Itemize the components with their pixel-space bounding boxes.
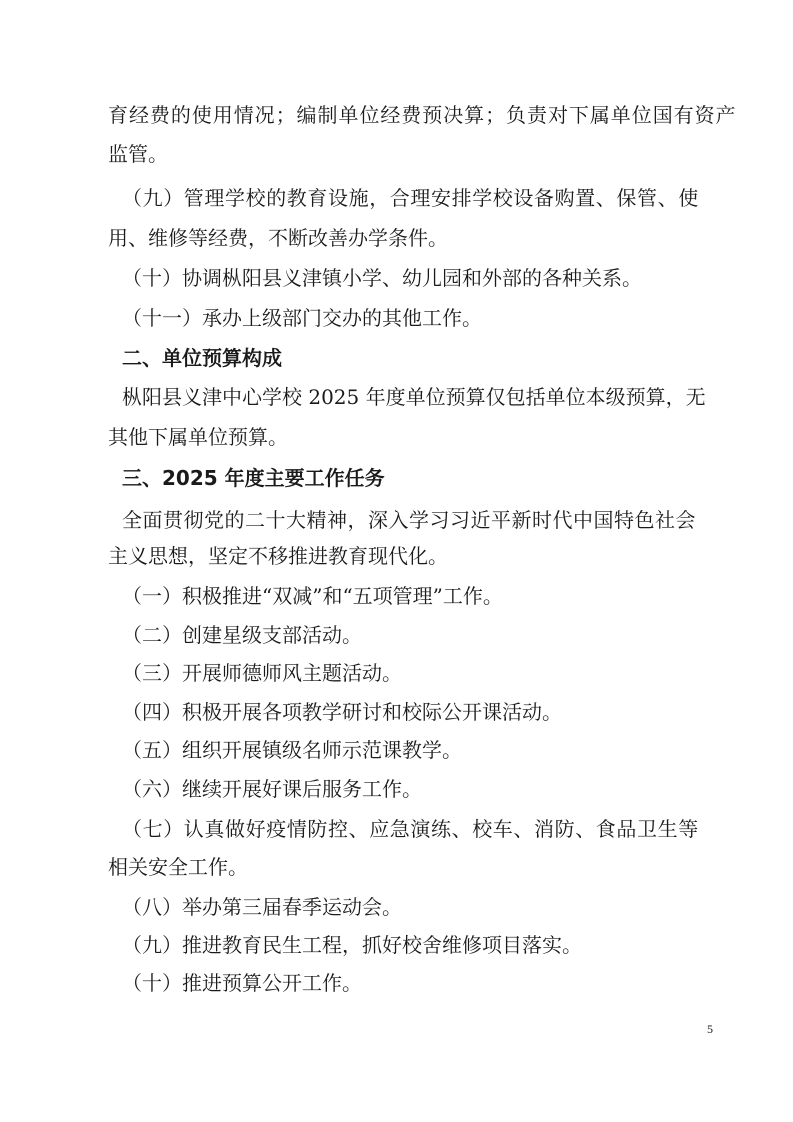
paragraph-line: （四）积极开展各项教学研讨和校际公开课活动。 [122,700,562,724]
section-heading: 三、2025 年度主要工作任务 [122,466,385,490]
paragraph-line: （十）协调枞阳县义津镇小学、幼儿园和外部的各种关系。 [122,266,642,290]
paragraph-line: 主义思想，坚定不移推进教育现代化。 [108,544,448,568]
paragraph-line: （一）积极推进“双减”和“五项管理”工作。 [122,584,503,608]
paragraph-line: （九）管理学校的教育设施，合理安排学校设备购置、保管、使 [122,186,699,210]
paragraph-line: 育经费的使用情况；编制单位经费预决算；负责对下属单位国有资产 [108,103,737,127]
page-number: 5 [707,1022,713,1036]
paragraph-line: （十一）承办上级部门交办的其他工作。 [122,306,482,330]
section-heading: 二、单位预算构成 [122,346,282,370]
paragraph-line: （三）开展师德师风主题活动。 [122,661,402,685]
paragraph-line: 枞阳县义津中心学校 2025 年度单位预算仅包括单位本级预算，无 [122,385,706,409]
paragraph-line: （六）继续开展好课后服务工作。 [122,777,422,801]
paragraph-line: （八）举办第三届春季运动会。 [122,895,402,919]
paragraph-line: （十）推进预算公开工作。 [122,971,362,995]
paragraph-line: 全面贯彻党的二十大精神，深入学习习近平新时代中国特色社会 [122,508,696,532]
paragraph-line: 相关安全工作。 [108,855,248,879]
paragraph-line: （七）认真做好疫情防控、应急演练、校车、消防、食品卫生等 [122,817,699,841]
paragraph-line: （九）推进教育民生工程，抓好校舍维修项目落实。 [122,933,582,957]
paragraph-line: 其他下属单位预算。 [108,425,288,449]
paragraph-line: 监管。 [108,142,168,166]
paragraph-line: （二）创建星级支部活动。 [122,623,362,647]
paragraph-line: 用、维修等经费，不断改善办学条件。 [108,226,448,250]
paragraph-line: （五）组织开展镇级名师示范课教学。 [122,738,462,762]
